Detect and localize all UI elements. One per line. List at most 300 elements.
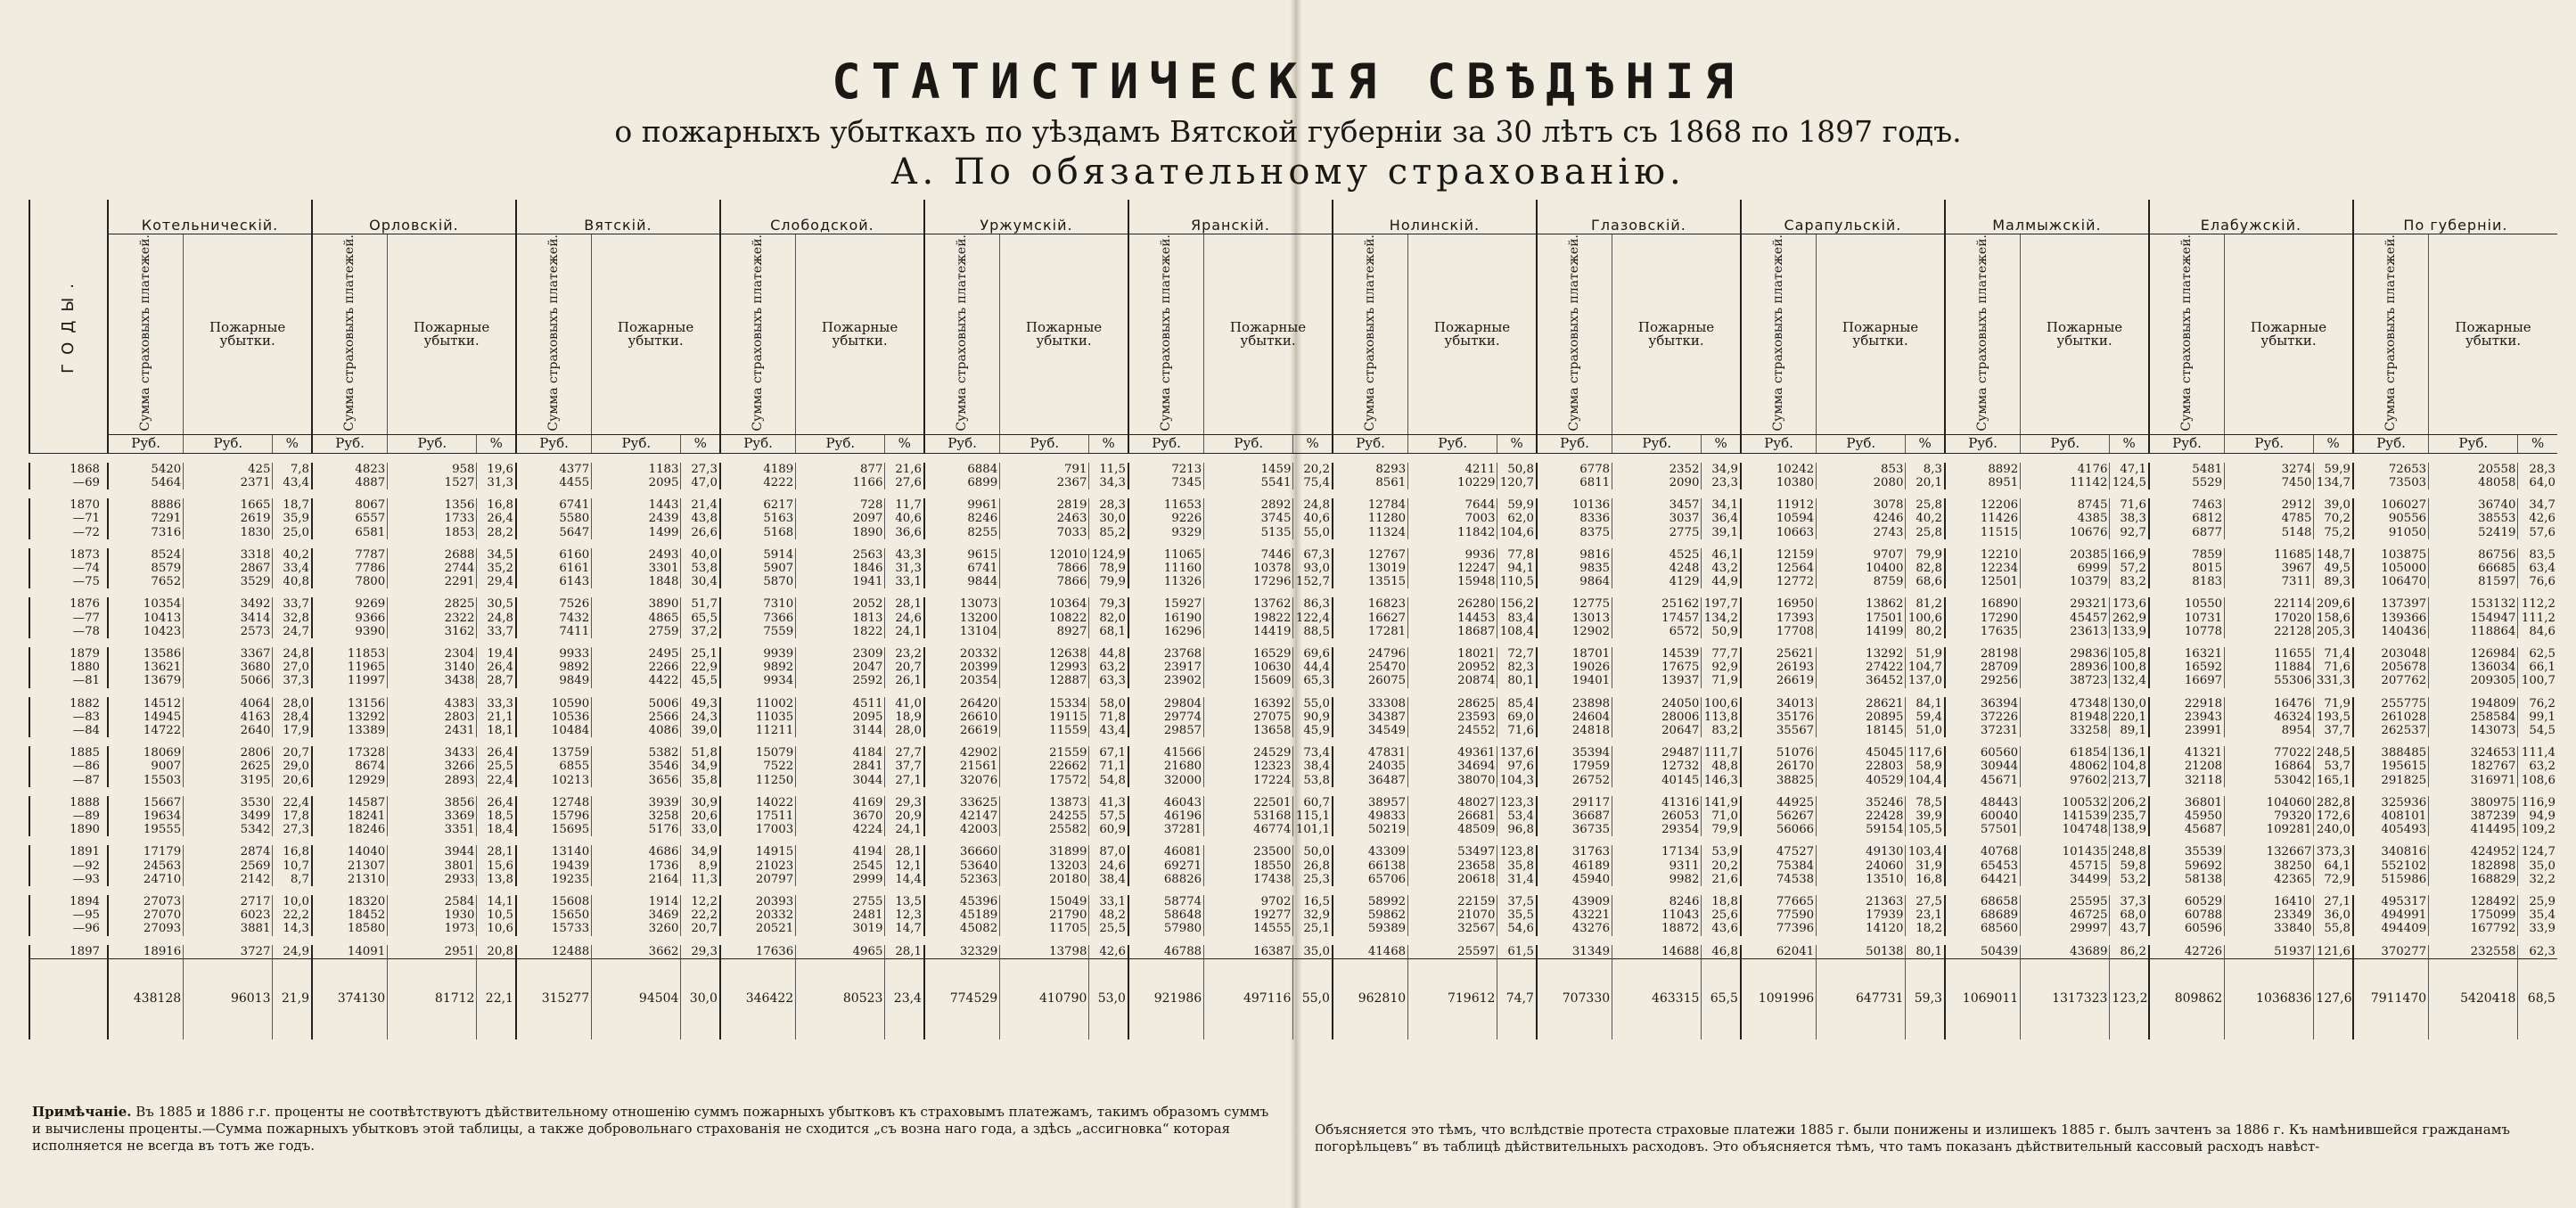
loss-column-header: Пожарные убытки.: [796, 234, 924, 435]
percent-cell: 53,2: [2110, 873, 2149, 886]
percent-cell: 26,4: [477, 512, 516, 525]
sum-cell: 16627: [1333, 612, 1408, 625]
percent-cell: 94,9: [2518, 809, 2557, 823]
unit-rub: Руб.: [1333, 434, 1408, 453]
table-row: [29, 625, 2557, 638]
loss-cell: 2047: [796, 661, 885, 674]
loss-cell: 4086: [592, 724, 681, 737]
sum-cell: 35539: [2149, 845, 2225, 859]
footnote-left-text: Въ 1885 и 1886 г.г. проценты не соотвѣтствуютъ дѣйствительному отношенію суммъ пожарныхъ убытковъ къ страховымъ платежамъ, такимъ образомъ суммъ и вычислены проценты.—Сумма пожарныхъ убытковъ этой таблицы, а также добровольнаго страхованія не сходится „съ возна наго года, а здѣсь „ассигновка“ которая исполняется не всегда въ тотъ же годъ.: [32, 1104, 1269, 1154]
sum-cell: 47831: [1333, 746, 1408, 760]
loss-cell: 2819: [1000, 498, 1089, 512]
percent-cell: 28,1: [477, 845, 516, 859]
loss-cell: 81948: [2021, 711, 2110, 724]
sum-cell: 52363: [924, 873, 1000, 886]
loss-cell: 81597: [2429, 575, 2518, 588]
percent-cell: 28,3: [1089, 498, 1128, 512]
loss-cell: 23613: [2021, 625, 2110, 638]
percent-cell: 27,3: [681, 463, 720, 476]
sum-cell: 7526: [516, 597, 592, 611]
unit-pct: %: [1497, 434, 1537, 453]
loss-cell: 1183: [592, 463, 681, 476]
sum-cell: 57980: [1128, 922, 1204, 935]
loss-cell: 2841: [796, 760, 885, 773]
loss-cell: 7866: [1000, 575, 1089, 588]
sum-cell: 77396: [1741, 922, 1817, 935]
sum-cell: 7463: [2149, 498, 2225, 512]
sum-cell: 9615: [924, 548, 1000, 562]
sum-cell: 9269: [312, 597, 388, 611]
sum-cell: 20521: [720, 922, 796, 935]
loss-cell: 10229: [1408, 476, 1497, 489]
loss-cell: 3438: [388, 674, 477, 687]
sum-cell: 16950: [1741, 597, 1817, 611]
loss-cell: 17675: [1612, 661, 1702, 674]
sum-cell: 56267: [1741, 809, 1817, 823]
loss-cell: 4422: [592, 674, 681, 687]
footnote-left: [32, 1104, 1276, 1155]
percent-cell: 75,2: [2314, 526, 2353, 539]
sum-cell: 46788: [1128, 945, 1204, 959]
loss-cell: 45715: [2021, 859, 2110, 873]
percent-cell: 53,7: [2314, 760, 2353, 773]
percent-cell: 10,0: [273, 895, 312, 908]
sum-cell: 10484: [516, 724, 592, 737]
loss-cell: 2951: [388, 945, 477, 959]
loss-cell: 1890: [796, 526, 885, 539]
loss-cell: 2592: [796, 674, 885, 687]
year-cell: —92: [29, 859, 108, 873]
loss-cell: 15049: [1000, 895, 1089, 908]
percent-cell: 22,4: [477, 774, 516, 787]
loss-cell: 4525: [1612, 548, 1702, 562]
sum-cell: 68560: [1945, 922, 2021, 935]
loss-cell: 24529: [1204, 746, 1293, 760]
sum-cell: 7411: [516, 625, 592, 638]
sum-cell: 8246: [924, 512, 1000, 525]
sum-cell: 21310: [312, 873, 388, 886]
percent-cell: 24,6: [1089, 859, 1128, 873]
total-cell: 94504: [592, 958, 681, 1040]
loss-cell: 38070: [1408, 774, 1497, 787]
sum-cell: 42902: [924, 746, 1000, 760]
percent-cell: 240,0: [2314, 823, 2353, 836]
loss-cell: 38723: [2021, 674, 2110, 687]
loss-cell: 10379: [2021, 575, 2110, 588]
sum-cell: 68826: [1128, 873, 1204, 886]
sum-cell: 8183: [2149, 575, 2225, 588]
sum-cell: 13104: [924, 625, 1000, 638]
spacer-cell: [29, 737, 2557, 746]
percent-cell: 282,8: [2314, 796, 2353, 809]
sum-cell: 27093: [108, 922, 184, 935]
sum-cell: 11965: [312, 661, 388, 674]
table-row: [29, 647, 2557, 661]
percent-cell: 134,2: [1702, 612, 1741, 625]
sum-cell: 9939: [720, 647, 796, 661]
percent-cell: 101,1: [1293, 823, 1333, 836]
percent-cell: 25,1: [681, 647, 720, 661]
sum-cell: 34549: [1333, 724, 1408, 737]
sum-cell: 4455: [516, 476, 592, 489]
loss-cell: 1356: [388, 498, 477, 512]
unit-pct: %: [1906, 434, 1945, 453]
percent-cell: 79,9: [1702, 823, 1741, 836]
percent-cell: 11,7: [885, 498, 924, 512]
total-percent-cell: 59,3: [1906, 958, 1945, 1040]
loss-cell: 1846: [796, 562, 885, 575]
sum-cell: 325936: [2353, 796, 2429, 809]
loss-cell: 1830: [184, 526, 273, 539]
loss-cell: 3019: [796, 922, 885, 935]
loss-column-header: Пожарные убытки.: [1817, 234, 1945, 435]
loss-cell: 38553: [2429, 512, 2518, 525]
loss-cell: 1973: [388, 922, 477, 935]
percent-cell: 108,4: [1497, 625, 1537, 638]
sum-cell: 60788: [2149, 908, 2225, 922]
percent-cell: 16,8: [477, 498, 516, 512]
sum-cell: 7859: [2149, 548, 2225, 562]
sum-cell: 7291: [108, 512, 184, 525]
total-cell: 5420418: [2429, 958, 2518, 1040]
sum-cell: 495317: [2353, 895, 2429, 908]
percent-cell: 172,6: [2314, 809, 2353, 823]
percent-cell: 72,7: [1497, 647, 1537, 661]
percent-cell: 25,1: [1293, 922, 1333, 935]
sum-cell: 59692: [2149, 859, 2225, 873]
loss-cell: 3367: [184, 647, 273, 661]
sum-cell: 60529: [2149, 895, 2225, 908]
percent-cell: 25,8: [1906, 498, 1945, 512]
sum-cell: 15079: [720, 746, 796, 760]
sum-label: Сумма страховыхъ платежей.: [1567, 234, 1582, 431]
percent-cell: 111,4: [2518, 746, 2557, 760]
sum-cell: 10778: [2149, 625, 2225, 638]
sum-cell: 64421: [1945, 873, 2021, 886]
sum-cell: 34013: [1741, 697, 1817, 711]
percent-cell: 10,6: [477, 922, 516, 935]
sum-cell: 9892: [720, 661, 796, 674]
sum-cell: 33625: [924, 796, 1000, 809]
sum-cell: 24604: [1537, 711, 1612, 724]
sum-cell: 43909: [1537, 895, 1612, 908]
sum-cell: 388485: [2353, 746, 2429, 760]
sum-cell: 46189: [1537, 859, 1612, 873]
sum-column-header: [924, 234, 1000, 435]
loss-cell: 21070: [1408, 908, 1497, 922]
loss-cell: 2892: [1204, 498, 1293, 512]
sum-cell: 91050: [2353, 526, 2429, 539]
sum-cell: 24796: [1333, 647, 1408, 661]
loss-cell: 21363: [1817, 895, 1906, 908]
sum-label: Сумма страховыхъ платежей.: [1771, 234, 1786, 431]
percent-cell: 15,6: [477, 859, 516, 873]
percent-cell: 38,3: [2110, 512, 2149, 525]
total-cell: 1069011: [1945, 958, 2021, 1040]
sum-cell: 10731: [2149, 612, 2225, 625]
percent-cell: 71,1: [1089, 760, 1128, 773]
loss-cell: 33840: [2225, 922, 2314, 935]
percent-cell: 85,4: [1497, 697, 1537, 711]
percent-cell: 43,4: [1089, 724, 1128, 737]
percent-cell: 40,6: [1293, 512, 1333, 525]
loss-cell: 877: [796, 463, 885, 476]
sum-cell: 17003: [720, 823, 796, 836]
sum-cell: 5420: [108, 463, 184, 476]
total-cell: 1036836: [2225, 958, 2314, 1040]
loss-cell: 3258: [592, 809, 681, 823]
spacer-cell: [29, 638, 2557, 647]
percent-cell: 40,0: [681, 548, 720, 562]
sum-cell: 21561: [924, 760, 1000, 773]
unit-rub: Руб.: [1204, 434, 1293, 453]
sum-cell: 7787: [312, 548, 388, 562]
loss-cell: 41316: [1612, 796, 1702, 809]
percent-cell: 18,1: [477, 724, 516, 737]
loss-cell: 12323: [1204, 760, 1293, 773]
loss-cell: 5342: [184, 823, 273, 836]
percent-cell: 48,8: [1702, 760, 1741, 773]
loss-cell: 29321: [2021, 597, 2110, 611]
sum-cell: 45950: [2149, 809, 2225, 823]
percent-cell: 71,6: [1497, 724, 1537, 737]
percent-cell: 20,7: [273, 746, 312, 760]
loss-cell: 12247: [1408, 562, 1497, 575]
percent-cell: 59,8: [2110, 859, 2149, 873]
sum-cell: 31763: [1537, 845, 1612, 859]
total-cell: 774529: [924, 958, 1000, 1040]
percent-cell: 86,3: [1293, 597, 1333, 611]
total-cell: 809862: [2149, 958, 2225, 1040]
sum-cell: 14040: [312, 845, 388, 859]
loss-cell: 1853: [388, 526, 477, 539]
loss-cell: 2304: [388, 647, 477, 661]
sum-cell: 10354: [108, 597, 184, 611]
unit-rub: Руб.: [1741, 434, 1817, 453]
sum-cell: 72653: [2353, 463, 2429, 476]
sum-cell: 552102: [2353, 859, 2429, 873]
percent-cell: 34,9: [681, 845, 720, 859]
loss-cell: 7446: [1204, 548, 1293, 562]
percent-cell: 87,0: [1089, 845, 1128, 859]
loss-cell: 40529: [1817, 774, 1906, 787]
percent-cell: 33,3: [477, 697, 516, 711]
loss-cell: 3457: [1612, 498, 1702, 512]
table-row: [29, 674, 2557, 687]
header-row-units: [29, 434, 2557, 453]
sum-cell: 8015: [2149, 562, 2225, 575]
sum-cell: 17290: [1945, 612, 2021, 625]
loss-cell: 34499: [2021, 873, 2110, 886]
loss-cell: 2495: [592, 647, 681, 661]
loss-cell: 10364: [1000, 597, 1089, 611]
total-cell: 410790: [1000, 958, 1089, 1040]
percent-cell: 18,5: [477, 809, 516, 823]
loss-cell: 2322: [388, 612, 477, 625]
sum-cell: 17511: [720, 809, 796, 823]
percent-cell: 36,6: [885, 526, 924, 539]
page-title: СТАТИСТИЧЕСКІЯ СВѢДѢНІЯ: [832, 53, 1744, 110]
total-cell: 80523: [796, 958, 885, 1040]
percent-cell: 148,7: [2314, 548, 2353, 562]
loss-cell: 2481: [796, 908, 885, 922]
percent-cell: 71,9: [1702, 674, 1741, 687]
spacer-cell: [29, 688, 2557, 697]
percent-cell: 53,8: [681, 562, 720, 575]
percent-cell: 23,3: [1702, 476, 1741, 489]
loss-cell: 1848: [592, 575, 681, 588]
percent-cell: 124,5: [2110, 476, 2149, 489]
loss-cell: 3656: [592, 774, 681, 787]
sum-cell: 32000: [1128, 774, 1204, 787]
unit-pct: %: [1293, 434, 1333, 453]
year-cell: —84: [29, 724, 108, 737]
sum-column-header: [1333, 234, 1408, 435]
sum-cell: 43221: [1537, 908, 1612, 922]
sum-cell: 56066: [1741, 823, 1817, 836]
loss-cell: 11655: [2225, 647, 2314, 661]
percent-cell: 57,5: [1089, 809, 1128, 823]
sum-cell: 50219: [1333, 823, 1408, 836]
percent-cell: 58,9: [1906, 760, 1945, 773]
sum-cell: 58774: [1128, 895, 1204, 908]
percent-cell: 137,6: [1497, 746, 1537, 760]
sum-cell: 10423: [108, 625, 184, 638]
total-cell: 1317323: [2021, 958, 2110, 1040]
loss-cell: 4865: [592, 612, 681, 625]
row-spacer: [29, 638, 2557, 647]
loss-cell: 27075: [1204, 711, 1293, 724]
percent-cell: 8,3: [1906, 463, 1945, 476]
percent-cell: 115,1: [1293, 809, 1333, 823]
percent-cell: 248,8: [2110, 845, 2149, 859]
loss-cell: 2874: [184, 845, 273, 859]
percent-cell: 35,0: [2518, 859, 2557, 873]
percent-cell: 109,2: [2518, 823, 2557, 836]
percent-cell: 22,2: [273, 908, 312, 922]
header-row-captions: [29, 234, 2557, 435]
loss-cell: 13292: [1817, 647, 1906, 661]
loss-cell: 3801: [388, 859, 477, 873]
percent-cell: 18,2: [1906, 922, 1945, 935]
loss-cell: 1914: [592, 895, 681, 908]
sum-cell: 35394: [1537, 746, 1612, 760]
loss-cell: 21790: [1000, 908, 1089, 922]
loss-cell: 2431: [388, 724, 477, 737]
loss-cell: 17438: [1204, 873, 1293, 886]
sum-column-header: [1741, 234, 1817, 435]
percent-cell: 19,6: [477, 463, 516, 476]
sum-cell: 7213: [1128, 463, 1204, 476]
percent-cell: 111,7: [1702, 746, 1741, 760]
sum-label: Сумма страховыхъ платежей.: [342, 234, 357, 431]
percent-cell: 97,6: [1497, 760, 1537, 773]
sum-cell: 16823: [1333, 597, 1408, 611]
sum-cell: 13019: [1333, 562, 1408, 575]
sum-cell: 12929: [312, 774, 388, 787]
percent-cell: 124,9: [1089, 548, 1128, 562]
sum-cell: 38825: [1741, 774, 1817, 787]
loss-cell: 24552: [1408, 724, 1497, 737]
percent-cell: 28,7: [477, 674, 516, 687]
percent-cell: 105,8: [2110, 647, 2149, 661]
loss-cell: 194809: [2429, 697, 2518, 711]
loss-cell: 2569: [184, 859, 273, 873]
percent-cell: 18,9: [885, 711, 924, 724]
year-cell: —74: [29, 562, 108, 575]
loss-cell: 16529: [1204, 647, 1293, 661]
percent-cell: 34,9: [681, 760, 720, 773]
year-cell: 1897: [29, 945, 108, 959]
percent-cell: 20,2: [1702, 859, 1741, 873]
percent-cell: 104,4: [1906, 774, 1945, 787]
percent-cell: 262,9: [2110, 612, 2149, 625]
loss-cell: 2744: [388, 562, 477, 575]
percent-cell: 20,1: [1906, 476, 1945, 489]
sum-cell: 12206: [1945, 498, 2021, 512]
sum-cell: 12772: [1741, 575, 1817, 588]
sum-cell: 11280: [1333, 512, 1408, 525]
sum-cell: 8579: [108, 562, 184, 575]
unit-rub: Руб.: [1408, 434, 1497, 453]
percent-cell: 19,4: [477, 647, 516, 661]
loss-cell: 48062: [2021, 760, 2110, 773]
percent-cell: 173,6: [2110, 597, 2149, 611]
sum-cell: 11326: [1128, 575, 1204, 588]
loss-cell: 2090: [1612, 476, 1702, 489]
loss-cell: 5176: [592, 823, 681, 836]
sum-cell: 74538: [1741, 873, 1817, 886]
sum-cell: 5464: [108, 476, 184, 489]
percent-cell: 18,8: [1702, 895, 1741, 908]
year-cell: —71: [29, 512, 108, 525]
loss-cell: 2625: [184, 760, 273, 773]
percent-cell: 33,7: [477, 625, 516, 638]
loss-cell: 7003: [1408, 512, 1497, 525]
sum-cell: 45940: [1537, 873, 1612, 886]
percent-cell: 24,9: [273, 945, 312, 959]
percent-cell: 10,7: [273, 859, 312, 873]
loss-cell: 4169: [796, 796, 885, 809]
sum-cell: 26420: [924, 697, 1000, 711]
year-cell: —72: [29, 526, 108, 539]
sum-cell: 7345: [1128, 476, 1204, 489]
loss-cell: 4511: [796, 697, 885, 711]
loss-cell: 16410: [2225, 895, 2314, 908]
percent-cell: 33,1: [885, 575, 924, 588]
total-cell: 374130: [312, 958, 388, 1040]
loss-cell: 126984: [2429, 647, 2518, 661]
percent-cell: 20,6: [273, 774, 312, 787]
percent-cell: 104,8: [2110, 760, 2149, 773]
sum-cell: 12488: [516, 945, 592, 959]
sum-cell: 32076: [924, 774, 1000, 787]
percent-cell: 14,7: [885, 922, 924, 935]
percent-cell: 25,9: [2518, 895, 2557, 908]
sum-cell: 17708: [1741, 625, 1817, 638]
page-subtitle: о пожарныхъ убыткахъ по уѣздамъ Вятской губерніи за 30 лѣтъ съ 1868 по 1897 годъ.: [614, 114, 1962, 149]
loss-cell: 28621: [1817, 697, 1906, 711]
sum-cell: 75384: [1741, 859, 1817, 873]
percent-cell: 152,7: [1293, 575, 1333, 588]
sum-cell: 50439: [1945, 945, 2021, 959]
sum-cell: 11912: [1741, 498, 1817, 512]
spacer-cell: [29, 539, 2557, 548]
sum-cell: 57501: [1945, 823, 2021, 836]
sum-cell: 69271: [1128, 859, 1204, 873]
percent-cell: 26,6: [681, 526, 720, 539]
sum-cell: 17635: [1945, 625, 2021, 638]
